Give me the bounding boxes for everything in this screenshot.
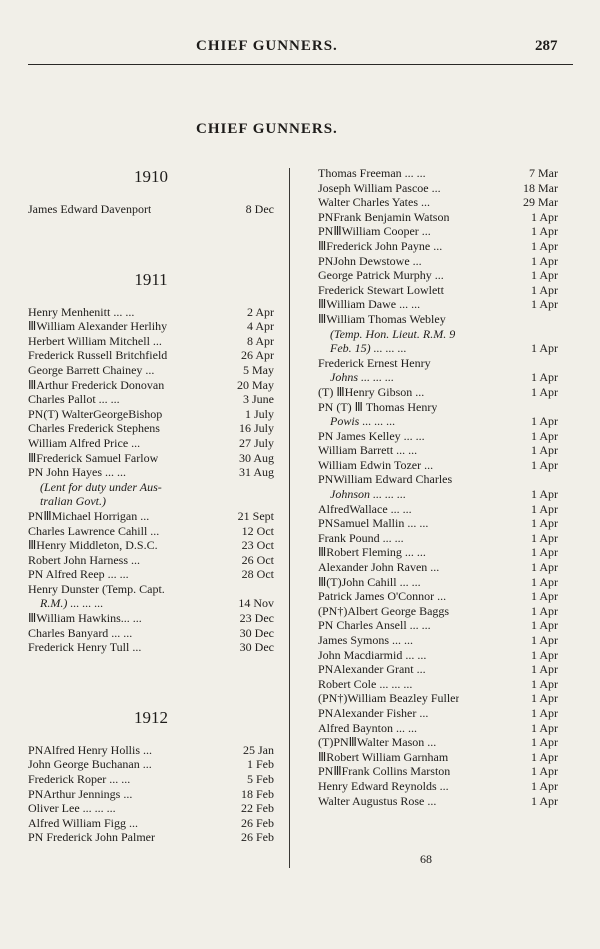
list-item <box>318 721 558 736</box>
entry-name: PN Frederick John Palmer <box>28 830 155 845</box>
list-item <box>28 640 274 655</box>
entry-name: PN (T) Ⅲ Thomas Henry <box>318 399 438 414</box>
list-item <box>28 451 274 466</box>
list-item <box>28 757 274 772</box>
entry-date: 30 Aug <box>238 450 274 465</box>
list-item <box>318 341 558 356</box>
entry-name: Henry Dunster (Temp. Capt. <box>28 581 165 596</box>
right-column <box>318 166 558 808</box>
entry-date: 18 Feb <box>241 786 274 801</box>
list-item <box>318 297 558 312</box>
list-item <box>318 589 558 604</box>
entry-name: Frederick Henry Tull ... <box>28 640 142 655</box>
list-item <box>318 195 558 210</box>
entry-name: Joseph William Pascoe ... <box>318 180 441 195</box>
year-heading-1912: 1912 <box>134 707 168 727</box>
entry-name: James Edward Davenport <box>28 202 152 216</box>
entry-name: James Symons ... ... <box>318 633 414 647</box>
entry-date: 26 Oct <box>241 552 274 567</box>
entry-name: ⅢArthur Frederick Donovan <box>28 377 165 392</box>
signature-mark: 68 <box>420 852 432 866</box>
entry-name: Charles Pallot ... ... <box>28 392 120 407</box>
entry-date <box>555 400 558 415</box>
running-header-title: CHIEF GUNNERS. <box>196 38 338 54</box>
entry-date: 1 Apr <box>531 647 558 662</box>
entry-date: 1 Apr <box>531 574 558 589</box>
entry-date <box>555 356 558 371</box>
entry-date: 8 Dec <box>245 202 274 216</box>
entry-name: George Barrett Chainey ... <box>28 362 155 377</box>
entry-date: 30 Dec <box>239 625 274 640</box>
list-item <box>28 465 274 480</box>
list-item <box>318 604 558 619</box>
entry-name: ⅢHenry Middleton, D.S.C. <box>28 538 158 553</box>
entry-date: 25 Jan <box>243 742 274 757</box>
list-item <box>318 691 558 706</box>
list-item <box>28 801 274 816</box>
column-divider <box>289 168 290 868</box>
entry-name: ⅢWilliam Hawkins... ... <box>28 611 142 626</box>
entry-name: Herbert William Mitchell ... <box>28 333 162 348</box>
entries-1910 <box>28 202 274 217</box>
entry-date: 1 Apr <box>531 443 558 458</box>
entry-date: 1 Apr <box>531 224 558 239</box>
list-item <box>318 487 558 502</box>
entry-date: 1 Apr <box>531 516 558 531</box>
entry-date: 1 Apr <box>531 749 558 764</box>
entry-date: 1 Apr <box>531 428 558 443</box>
entry-date: 1 Apr <box>531 253 558 268</box>
entry-date: 7 Mar <box>529 166 558 180</box>
entry-name: (T) ⅢHenry Gibson ... <box>318 384 425 399</box>
list-item <box>28 348 274 363</box>
entries-right <box>318 166 558 808</box>
entry-date: 1 Apr <box>531 297 558 312</box>
entry-date: 23 Oct <box>241 538 274 553</box>
entry-date: 16 July <box>238 421 274 436</box>
entry-date: 1 Apr <box>531 268 558 283</box>
list-item <box>318 283 558 298</box>
list-item <box>318 472 558 487</box>
list-item <box>318 327 558 342</box>
header-rule <box>28 64 573 65</box>
entry-date: 1 July <box>244 406 274 421</box>
list-item <box>28 524 274 539</box>
entry-name: Frederick Roper ... ... <box>28 772 131 787</box>
entry-date: 26 Feb <box>241 830 274 845</box>
entry-date: 1 Apr <box>531 691 558 706</box>
entry-date: 1 Apr <box>531 487 558 502</box>
entry-name: PNAlexander Fisher ... <box>318 705 429 720</box>
entry-date <box>271 480 274 495</box>
entry-date: 31 Aug <box>238 465 274 480</box>
entry-name: PN Charles Ansell ... ... <box>318 618 431 633</box>
list-item <box>28 743 274 758</box>
entry-name: PNArthur Jennings ... <box>28 786 133 801</box>
entry-name: William Alfred Price ... <box>28 435 141 450</box>
entry-date: 26 Feb <box>241 815 274 830</box>
left-column <box>28 166 274 845</box>
entry-date: 1 Apr <box>531 603 558 618</box>
entry-date: 20 May <box>237 377 274 392</box>
entry-name: Henry Menhenitt ... ... <box>28 304 135 319</box>
entry-date <box>271 582 274 597</box>
list-item <box>28 202 274 217</box>
entry-date: 3 June <box>243 392 274 407</box>
entry-date: 1 Feb <box>247 757 274 772</box>
list-item <box>318 794 558 809</box>
list-item <box>28 596 274 611</box>
entry-name: R.M.) ... ... ... <box>40 596 104 611</box>
entry-date: 1 Apr <box>531 238 558 253</box>
list-item <box>318 575 558 590</box>
list-item <box>318 648 558 663</box>
entry-name: PNFrank Benjamin Watson <box>318 209 450 224</box>
entry-date: 1 Apr <box>531 662 558 677</box>
entry-date: 1 Apr <box>531 720 558 735</box>
list-item <box>28 538 274 553</box>
year-heading-1910: 1910 <box>134 167 168 186</box>
entry-name: William Barrett ... ... <box>318 443 418 458</box>
list-item <box>318 545 558 560</box>
entry-date: 1 Apr <box>531 633 558 647</box>
entry-date: 28 Oct <box>241 567 274 582</box>
list-item <box>318 414 558 429</box>
entry-date: 1 Apr <box>531 778 558 793</box>
list-item <box>318 618 558 633</box>
entry-name: Robert John Harness ... <box>28 552 140 567</box>
entry-date: 12 Oct <box>241 523 274 538</box>
entry-name: Ⅲ(T)John Cahill ... ... <box>318 574 421 589</box>
page-number: 287 <box>535 38 558 54</box>
list-item <box>28 305 274 320</box>
list-item <box>28 480 274 495</box>
list-item <box>318 312 558 327</box>
entry-date: 1 Apr <box>531 457 558 472</box>
list-item <box>28 436 274 451</box>
entry-name: PNⅢMichael Horrigan ... <box>28 508 150 523</box>
entry-name: Frank Pound ... ... <box>318 530 404 545</box>
list-item <box>28 582 274 597</box>
entry-name: Feb. 15) ... ... ... <box>330 341 407 356</box>
entry-date: 1 Apr <box>531 764 558 779</box>
entry-date: 1 Apr <box>531 530 558 545</box>
list-item <box>318 531 558 546</box>
list-item <box>28 772 274 787</box>
entry-date: 18 Mar <box>523 180 558 195</box>
list-item <box>318 502 558 517</box>
entry-name: Oliver Lee ... ... ... <box>28 801 116 816</box>
entry-date: 1 Apr <box>531 618 558 633</box>
entry-date: 1 Apr <box>531 501 558 516</box>
list-item <box>318 166 558 181</box>
year-heading-1911: 1911 <box>134 269 168 289</box>
entry-date: 1 Apr <box>531 370 558 385</box>
list-item <box>318 385 558 400</box>
entry-name: Patrick James O'Connor ... <box>318 589 447 604</box>
list-item <box>318 662 558 677</box>
list-item <box>318 458 558 473</box>
list-item <box>318 750 558 765</box>
entry-name: PN Alfred Reep ... ... <box>28 567 129 582</box>
list-item <box>28 567 274 582</box>
list-item <box>318 181 558 196</box>
list-item <box>28 407 274 422</box>
list-item <box>318 516 558 531</box>
entry-name: PN James Kelley ... ... <box>318 428 425 443</box>
list-item <box>28 787 274 802</box>
entry-name: Alfred Baynton ... ... <box>318 720 417 735</box>
entry-name: PN John Hayes ... ... <box>28 465 126 480</box>
entry-name: PNJohn Dewstowe ... <box>318 253 422 268</box>
entry-name: Alfred William Figg ... <box>28 815 138 830</box>
entry-name: William Edwin Tozer ... <box>318 457 434 472</box>
entry-name: Frederick Russell Britchfield <box>28 348 168 363</box>
entry-name: Charles Lawrence Cahill ... <box>28 523 160 538</box>
list-item <box>318 735 558 750</box>
list-item <box>28 334 274 349</box>
list-item <box>318 429 558 444</box>
list-item <box>318 633 558 648</box>
entry-date <box>555 327 558 342</box>
entry-date: 14 Nov <box>238 596 274 611</box>
entry-name: tralian Govt.) <box>40 494 106 509</box>
entry-name: Thomas Freeman ... ... <box>318 166 426 180</box>
entry-name: PNAlexander Grant ... <box>318 662 426 677</box>
entry-name: (PN†)William Beazley Fuller <box>318 691 460 706</box>
entry-date: 26 Apr <box>241 348 274 363</box>
entry-date: 1 Apr <box>531 793 558 808</box>
list-item <box>318 224 558 239</box>
entry-date: 8 Apr <box>247 333 274 348</box>
entry-name: (PN†)Albert George Baggs <box>318 603 450 618</box>
entry-name: Frederick Ernest Henry <box>318 355 431 370</box>
entry-name: Charles Frederick Stephens <box>28 421 160 436</box>
entry-name: Alexander John Raven ... <box>318 560 440 575</box>
entry-date: 1 Apr <box>531 705 558 720</box>
list-item <box>28 378 274 393</box>
entry-name: George Patrick Murphy ... <box>318 268 444 283</box>
entry-name: Frederick Stewart Lowlett <box>318 282 444 297</box>
entry-name: (Lent for duty under Aus- <box>40 479 162 494</box>
list-item <box>318 268 558 283</box>
entry-name: Powis ... ... ... <box>330 414 396 429</box>
entry-date: 5 May <box>243 362 274 377</box>
entry-name: Robert Cole ... ... ... <box>318 676 413 691</box>
entry-name: ⅢRobert William Garnham <box>318 749 449 764</box>
entry-date: 1 Apr <box>531 589 558 604</box>
entry-date: 22 Feb <box>241 801 274 816</box>
entry-date: 1 Apr <box>531 414 558 429</box>
entry-name: ⅢWilliam Thomas Webley <box>318 311 446 326</box>
entry-date: 4 Apr <box>247 319 274 334</box>
entry-date: 21 Sept <box>237 508 274 523</box>
list-item <box>28 421 274 436</box>
entry-name: John Macdiarmid ... ... <box>318 647 427 662</box>
entry-date: 2 Apr <box>247 304 274 319</box>
entry-name: John George Buchanan ... <box>28 757 152 772</box>
list-item <box>318 443 558 458</box>
list-item <box>318 239 558 254</box>
entry-name: ⅢWilliam Dawe ... ... <box>318 297 421 312</box>
list-item <box>28 494 274 509</box>
list-item <box>318 764 558 779</box>
entry-date: 30 Dec <box>239 640 274 655</box>
entry-date: 29 Mar <box>523 195 558 210</box>
entry-name: PNWilliam Edward Charles <box>318 472 453 487</box>
entry-date: 1 Apr <box>531 341 558 356</box>
entry-date <box>271 494 274 509</box>
entry-name: (Temp. Hon. Lieut. R.M. 9 <box>330 326 456 341</box>
list-item <box>28 830 274 845</box>
entry-name: AlfredWallace ... ... <box>318 501 412 516</box>
entry-date: 5 Feb <box>247 772 274 787</box>
entry-name: Charles Banyard ... ... <box>28 625 133 640</box>
entry-name: Henry Edward Reynolds ... <box>318 778 449 793</box>
entry-name: Walter Charles Yates ... <box>318 195 431 210</box>
list-item <box>28 553 274 568</box>
entry-date: 1 Apr <box>531 384 558 399</box>
entry-name: PN(T) WalterGeorgeBishop <box>28 406 163 421</box>
entry-name: ⅢRobert Fleming ... ... <box>318 545 426 560</box>
entry-date <box>555 312 558 327</box>
list-item <box>28 626 274 641</box>
section-title: CHIEF GUNNERS. <box>196 121 338 137</box>
list-item <box>318 400 558 415</box>
list-item <box>318 560 558 575</box>
entry-name: ⅢWilliam Alexander Herlihy <box>28 319 168 334</box>
entry-name: Johns ... ... ... <box>330 370 394 385</box>
list-item <box>28 392 274 407</box>
entry-date: 1 Apr <box>531 209 558 224</box>
list-item <box>318 706 558 721</box>
entry-date: 27 July <box>238 435 274 450</box>
entry-date: 1 Apr <box>531 545 558 560</box>
entry-name: Walter Augustus Rose ... <box>318 793 437 808</box>
list-item <box>318 254 558 269</box>
entries-1911 <box>28 305 274 655</box>
entries-1912 <box>28 743 274 845</box>
entry-name: PNSamuel Mallin ... ... <box>318 516 429 531</box>
list-item <box>28 319 274 334</box>
list-item <box>318 779 558 794</box>
entry-date: 1 Apr <box>531 560 558 575</box>
entry-name: PNAlfred Henry Hollis ... <box>28 742 152 757</box>
entry-date: 1 Apr <box>531 282 558 297</box>
running-header <box>0 38 600 60</box>
entry-name: PNⅢWilliam Cooper ... <box>318 224 431 239</box>
entry-name: ⅢFrederick Samuel Farlow <box>28 450 159 465</box>
entry-name: PNⅢFrank Collins Marston <box>318 764 451 779</box>
list-item <box>28 509 274 524</box>
entry-name: Johnson ... ... ... <box>330 487 406 502</box>
list-item <box>28 816 274 831</box>
list-item <box>28 363 274 378</box>
entry-date: 23 Dec <box>239 611 274 626</box>
list-item <box>318 677 558 692</box>
entry-date: 1 Apr <box>531 676 558 691</box>
list-item <box>318 356 558 371</box>
list-item <box>318 370 558 385</box>
entry-date: 1 Apr <box>531 735 558 750</box>
entry-name: (T)PNⅢWalter Mason ... <box>318 735 437 750</box>
entry-name: ⅢFrederick John Payne ... <box>318 238 443 253</box>
entry-date <box>555 472 558 487</box>
list-item <box>28 611 274 626</box>
list-item <box>318 210 558 225</box>
